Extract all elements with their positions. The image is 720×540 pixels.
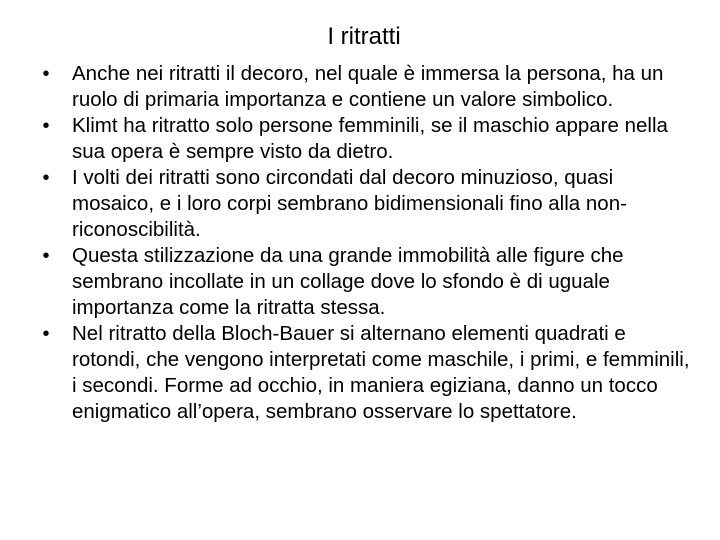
bullet-marker: •	[42, 323, 50, 345]
bullet-list	[0, 61, 720, 425]
bullet-item	[0, 61, 720, 113]
bullet-item	[0, 165, 720, 243]
bullet-item	[0, 243, 720, 321]
bullet-marker: •	[42, 245, 50, 267]
bullet-text: Klimt ha ritratto solo persone femminili, se il maschio appare nella sua opera è sempre visto da dietro.	[72, 114, 668, 163]
bullet-marker: •	[42, 63, 50, 85]
bullet-item	[0, 113, 720, 165]
bullet-text: I volti dei ritratti sono circondati dal decoro minuzioso, quasi mosaico, e i loro corpi sembrano bidimensionali fino alla non-riconoscibilità.	[72, 166, 627, 241]
bullet-marker: •	[42, 167, 50, 189]
bullet-text: Questa stilizzazione da una grande immobilità alle figure che sembrano incollate in un collage dove lo sfondo è di uguale importanza come la ritratta stessa.	[72, 244, 624, 319]
slide-title: I ritratti	[327, 23, 401, 50]
bullet-marker: •	[42, 115, 50, 137]
bullet-item	[0, 321, 720, 425]
bullet-text: Nel ritratto della Bloch-Bauer si alternano elementi quadrati e rotondi, che vengono interpretati come maschile, i primi, e femminili, i secondi. Forme ad occhio, in maniera egiziana, danno un tocco enigmatico all’opera, sembrano osservare lo spettatore.	[72, 322, 690, 423]
bullet-text: Anche nei ritratti il decoro, nel quale è immersa la persona, ha un ruolo di primaria importanza e contiene un valore simbolico.	[72, 62, 664, 111]
